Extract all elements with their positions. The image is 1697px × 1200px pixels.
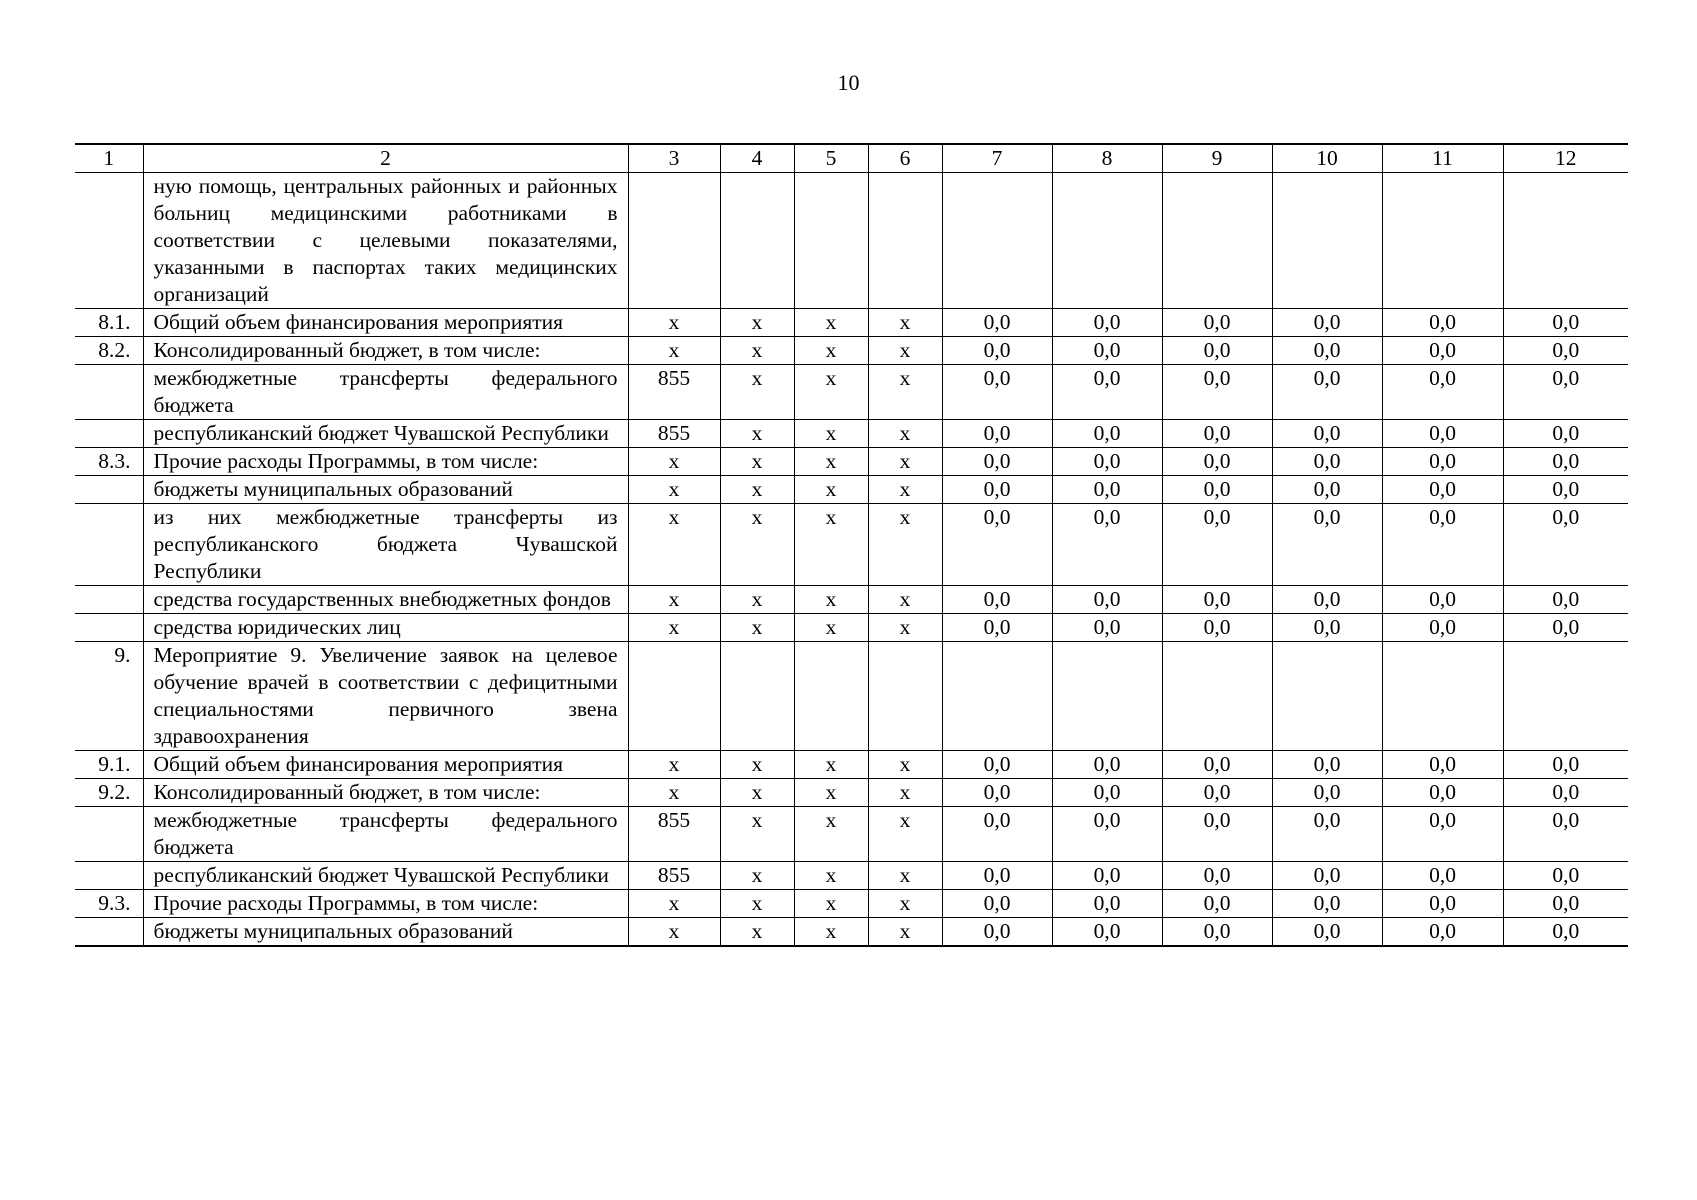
col-5-cell: x <box>794 890 868 918</box>
row-description: Общий объем финансирования мероприятия <box>143 751 628 779</box>
value-cell: 0,0 <box>1503 779 1628 807</box>
value-cell: 0,0 <box>1382 751 1503 779</box>
value-cell: 0,0 <box>942 586 1052 614</box>
col-4-cell: x <box>720 586 794 614</box>
value-cell: 0,0 <box>942 614 1052 642</box>
value-cell: 0,0 <box>1052 586 1162 614</box>
column-header: 4 <box>720 144 794 173</box>
budget-code: x <box>628 751 720 779</box>
value-cell: 0,0 <box>1382 337 1503 365</box>
col-4-cell: x <box>720 807 794 862</box>
row-description: ную помощь, центральных районных и районных больниц медицинскими работниками в соответствии с целевыми показателями, указанными в паспортах таких медицинских организаций <box>143 173 628 309</box>
col-5-cell: x <box>794 918 868 947</box>
row-number: 8.1. <box>75 309 143 337</box>
row-description: бюджеты муниципальных образований <box>143 476 628 504</box>
table-row <box>75 420 1628 448</box>
value-cell: 0,0 <box>1272 309 1382 337</box>
value-cell: 0,0 <box>942 807 1052 862</box>
row-number: 8.3. <box>75 448 143 476</box>
value-cell: 0,0 <box>1162 365 1272 420</box>
value-cell: 0,0 <box>1272 476 1382 504</box>
value-cell: 0,0 <box>1052 448 1162 476</box>
budget-code: 855 <box>628 365 720 420</box>
col-4-cell: x <box>720 890 794 918</box>
value-cell: 0,0 <box>1162 337 1272 365</box>
column-header: 3 <box>628 144 720 173</box>
value-cell: 0,0 <box>1052 779 1162 807</box>
col-5-cell: x <box>794 365 868 420</box>
value-cell: 0,0 <box>1503 614 1628 642</box>
value-cell: 0,0 <box>1382 448 1503 476</box>
column-header: 1 <box>75 144 143 173</box>
col-6-cell: x <box>868 807 942 862</box>
row-number <box>75 476 143 504</box>
col-4-cell: x <box>720 504 794 586</box>
table-row <box>75 504 1628 586</box>
table-row <box>75 779 1628 807</box>
budget-code <box>628 173 720 309</box>
value-cell: 0,0 <box>1162 918 1272 947</box>
value-cell: 0,0 <box>1272 586 1382 614</box>
col-4-cell: x <box>720 337 794 365</box>
column-header: 7 <box>942 144 1052 173</box>
col-4-cell: x <box>720 420 794 448</box>
value-cell: 0,0 <box>1272 365 1382 420</box>
col-6-cell: x <box>868 862 942 890</box>
budget-code: x <box>628 779 720 807</box>
row-description: республиканский бюджет Чувашской Республики <box>143 420 628 448</box>
table-row <box>75 173 1628 309</box>
value-cell: 0,0 <box>1162 586 1272 614</box>
table-row <box>75 862 1628 890</box>
row-description: Прочие расходы Программы, в том числе: <box>143 890 628 918</box>
value-cell: 0,0 <box>1503 476 1628 504</box>
col-6-cell: x <box>868 365 942 420</box>
value-cell <box>1382 642 1503 751</box>
value-cell: 0,0 <box>1052 751 1162 779</box>
value-cell: 0,0 <box>1272 862 1382 890</box>
table-row <box>75 337 1628 365</box>
value-cell: 0,0 <box>1272 504 1382 586</box>
row-number <box>75 807 143 862</box>
column-header: 2 <box>143 144 628 173</box>
value-cell: 0,0 <box>1382 365 1503 420</box>
row-description: средства государственных внебюджетных фондов <box>143 586 628 614</box>
value-cell <box>1162 173 1272 309</box>
value-cell: 0,0 <box>1162 751 1272 779</box>
row-number: 8.2. <box>75 337 143 365</box>
value-cell: 0,0 <box>1162 862 1272 890</box>
value-cell: 0,0 <box>1162 448 1272 476</box>
value-cell: 0,0 <box>1272 751 1382 779</box>
row-description: Общий объем финансирования мероприятия <box>143 309 628 337</box>
value-cell <box>1162 642 1272 751</box>
value-cell: 0,0 <box>1162 420 1272 448</box>
value-cell: 0,0 <box>1503 448 1628 476</box>
column-header: 5 <box>794 144 868 173</box>
value-cell: 0,0 <box>1272 779 1382 807</box>
value-cell: 0,0 <box>942 504 1052 586</box>
col-4-cell: x <box>720 918 794 947</box>
budget-code: x <box>628 448 720 476</box>
col-5-cell: x <box>794 614 868 642</box>
value-cell: 0,0 <box>1382 476 1503 504</box>
value-cell: 0,0 <box>1052 918 1162 947</box>
value-cell: 0,0 <box>1052 890 1162 918</box>
value-cell: 0,0 <box>1162 504 1272 586</box>
value-cell: 0,0 <box>1382 779 1503 807</box>
value-cell: 0,0 <box>1503 309 1628 337</box>
row-number: 9.3. <box>75 890 143 918</box>
row-number <box>75 420 143 448</box>
value-cell: 0,0 <box>1503 751 1628 779</box>
table-row <box>75 448 1628 476</box>
header-row <box>75 144 1628 173</box>
value-cell: 0,0 <box>1382 614 1503 642</box>
col-6-cell: x <box>868 586 942 614</box>
row-description: средства юридических лиц <box>143 614 628 642</box>
value-cell: 0,0 <box>1382 586 1503 614</box>
value-cell: 0,0 <box>942 309 1052 337</box>
value-cell: 0,0 <box>1382 862 1503 890</box>
col-4-cell: x <box>720 476 794 504</box>
value-cell: 0,0 <box>942 365 1052 420</box>
col-5-cell: x <box>794 807 868 862</box>
value-cell <box>1272 642 1382 751</box>
col-4-cell: x <box>720 862 794 890</box>
row-description: Прочие расходы Программы, в том числе: <box>143 448 628 476</box>
col-6-cell: x <box>868 309 942 337</box>
table-row <box>75 614 1628 642</box>
row-description: Консолидированный бюджет, в том числе: <box>143 779 628 807</box>
value-cell: 0,0 <box>1382 890 1503 918</box>
value-cell: 0,0 <box>1272 337 1382 365</box>
row-description: бюджеты муниципальных образований <box>143 918 628 947</box>
value-cell: 0,0 <box>1052 365 1162 420</box>
value-cell <box>1272 173 1382 309</box>
col-4-cell: x <box>720 309 794 337</box>
table-row <box>75 807 1628 862</box>
col-4-cell: x <box>720 448 794 476</box>
value-cell: 0,0 <box>942 918 1052 947</box>
col-5-cell: x <box>794 504 868 586</box>
col-5-cell: x <box>794 751 868 779</box>
col-5-cell: x <box>794 862 868 890</box>
value-cell: 0,0 <box>1503 918 1628 947</box>
col-6-cell: x <box>868 504 942 586</box>
value-cell: 0,0 <box>1052 476 1162 504</box>
col-5-cell: x <box>794 420 868 448</box>
value-cell: 0,0 <box>1382 918 1503 947</box>
row-description: из них межбюджетные трансферты из республиканского бюджета Чувашской Республики <box>143 504 628 586</box>
col-4-cell: x <box>720 751 794 779</box>
value-cell: 0,0 <box>942 751 1052 779</box>
value-cell: 0,0 <box>1503 862 1628 890</box>
financing-table <box>75 143 1628 947</box>
value-cell: 0,0 <box>1382 420 1503 448</box>
value-cell: 0,0 <box>1503 890 1628 918</box>
value-cell: 0,0 <box>1162 614 1272 642</box>
value-cell <box>1052 642 1162 751</box>
col-6-cell: x <box>868 890 942 918</box>
col-5-cell: x <box>794 448 868 476</box>
col-5-cell: x <box>794 309 868 337</box>
row-number: 9. <box>75 642 143 751</box>
col-6-cell: x <box>868 476 942 504</box>
value-cell: 0,0 <box>1052 504 1162 586</box>
budget-code: x <box>628 504 720 586</box>
col-4-cell <box>720 642 794 751</box>
value-cell: 0,0 <box>1052 614 1162 642</box>
column-header: 8 <box>1052 144 1162 173</box>
column-header: 11 <box>1382 144 1503 173</box>
budget-code: x <box>628 309 720 337</box>
value-cell: 0,0 <box>1162 779 1272 807</box>
value-cell: 0,0 <box>942 890 1052 918</box>
value-cell: 0,0 <box>1382 504 1503 586</box>
table-row <box>75 365 1628 420</box>
value-cell: 0,0 <box>1272 918 1382 947</box>
col-4-cell: x <box>720 365 794 420</box>
budget-code: 855 <box>628 420 720 448</box>
value-cell: 0,0 <box>1503 504 1628 586</box>
table-row <box>75 586 1628 614</box>
table-row <box>75 890 1628 918</box>
value-cell: 0,0 <box>1503 586 1628 614</box>
value-cell: 0,0 <box>942 420 1052 448</box>
row-description: межбюджетные трансферты федерального бюджета <box>143 365 628 420</box>
row-description: межбюджетные трансферты федерального бюджета <box>143 807 628 862</box>
table-row <box>75 476 1628 504</box>
budget-code: 855 <box>628 862 720 890</box>
col-6-cell: x <box>868 420 942 448</box>
table-row <box>75 642 1628 751</box>
budget-code: x <box>628 918 720 947</box>
col-5-cell <box>794 642 868 751</box>
value-cell: 0,0 <box>1382 309 1503 337</box>
budget-code: 855 <box>628 807 720 862</box>
row-number <box>75 504 143 586</box>
row-number <box>75 614 143 642</box>
table-row <box>75 309 1628 337</box>
col-4-cell <box>720 173 794 309</box>
col-5-cell <box>794 173 868 309</box>
col-4-cell: x <box>720 779 794 807</box>
column-header: 10 <box>1272 144 1382 173</box>
col-6-cell <box>868 173 942 309</box>
value-cell: 0,0 <box>1052 420 1162 448</box>
value-cell <box>1052 173 1162 309</box>
row-description: Консолидированный бюджет, в том числе: <box>143 337 628 365</box>
value-cell: 0,0 <box>1272 890 1382 918</box>
col-6-cell: x <box>868 918 942 947</box>
budget-code: x <box>628 476 720 504</box>
col-6-cell: x <box>868 337 942 365</box>
table-row <box>75 751 1628 779</box>
value-cell: 0,0 <box>1162 309 1272 337</box>
value-cell: 0,0 <box>1503 337 1628 365</box>
value-cell: 0,0 <box>1162 807 1272 862</box>
value-cell <box>942 173 1052 309</box>
column-header: 12 <box>1503 144 1628 173</box>
value-cell: 0,0 <box>1162 890 1272 918</box>
value-cell: 0,0 <box>1272 807 1382 862</box>
value-cell: 0,0 <box>1272 614 1382 642</box>
budget-code: x <box>628 614 720 642</box>
col-5-cell: x <box>794 337 868 365</box>
value-cell <box>1382 173 1503 309</box>
value-cell: 0,0 <box>1503 365 1628 420</box>
value-cell: 0,0 <box>942 448 1052 476</box>
table-row <box>75 918 1628 947</box>
budget-code: x <box>628 890 720 918</box>
row-number <box>75 862 143 890</box>
col-6-cell: x <box>868 779 942 807</box>
value-cell: 0,0 <box>1382 807 1503 862</box>
budget-code: x <box>628 586 720 614</box>
col-5-cell: x <box>794 476 868 504</box>
budget-code <box>628 642 720 751</box>
column-header: 9 <box>1162 144 1272 173</box>
value-cell <box>1503 642 1628 751</box>
value-cell: 0,0 <box>1272 420 1382 448</box>
value-cell: 0,0 <box>1503 807 1628 862</box>
page-number: 10 <box>837 70 860 95</box>
col-6-cell: x <box>868 448 942 476</box>
row-number <box>75 918 143 947</box>
col-5-cell: x <box>794 779 868 807</box>
value-cell: 0,0 <box>1052 309 1162 337</box>
row-description: Мероприятие 9. Увеличение заявок на целевое обучение врачей в соответствии с дефицитными специальностями первичного звена здравоохранения <box>143 642 628 751</box>
value-cell: 0,0 <box>942 779 1052 807</box>
table-body <box>75 173 1628 947</box>
col-6-cell <box>868 642 942 751</box>
value-cell: 0,0 <box>942 862 1052 890</box>
value-cell: 0,0 <box>942 476 1052 504</box>
row-number <box>75 365 143 420</box>
row-number: 9.1. <box>75 751 143 779</box>
value-cell: 0,0 <box>1052 807 1162 862</box>
col-5-cell: x <box>794 586 868 614</box>
col-4-cell: x <box>720 614 794 642</box>
value-cell: 0,0 <box>1272 448 1382 476</box>
value-cell: 0,0 <box>942 337 1052 365</box>
row-number <box>75 586 143 614</box>
budget-code: x <box>628 337 720 365</box>
value-cell: 0,0 <box>1052 337 1162 365</box>
value-cell <box>942 642 1052 751</box>
column-header: 6 <box>868 144 942 173</box>
col-6-cell: x <box>868 751 942 779</box>
col-6-cell: x <box>868 614 942 642</box>
value-cell: 0,0 <box>1503 420 1628 448</box>
value-cell <box>1503 173 1628 309</box>
row-number <box>75 173 143 309</box>
row-description: республиканский бюджет Чувашской Республики <box>143 862 628 890</box>
value-cell: 0,0 <box>1162 476 1272 504</box>
row-number: 9.2. <box>75 779 143 807</box>
value-cell: 0,0 <box>1052 862 1162 890</box>
